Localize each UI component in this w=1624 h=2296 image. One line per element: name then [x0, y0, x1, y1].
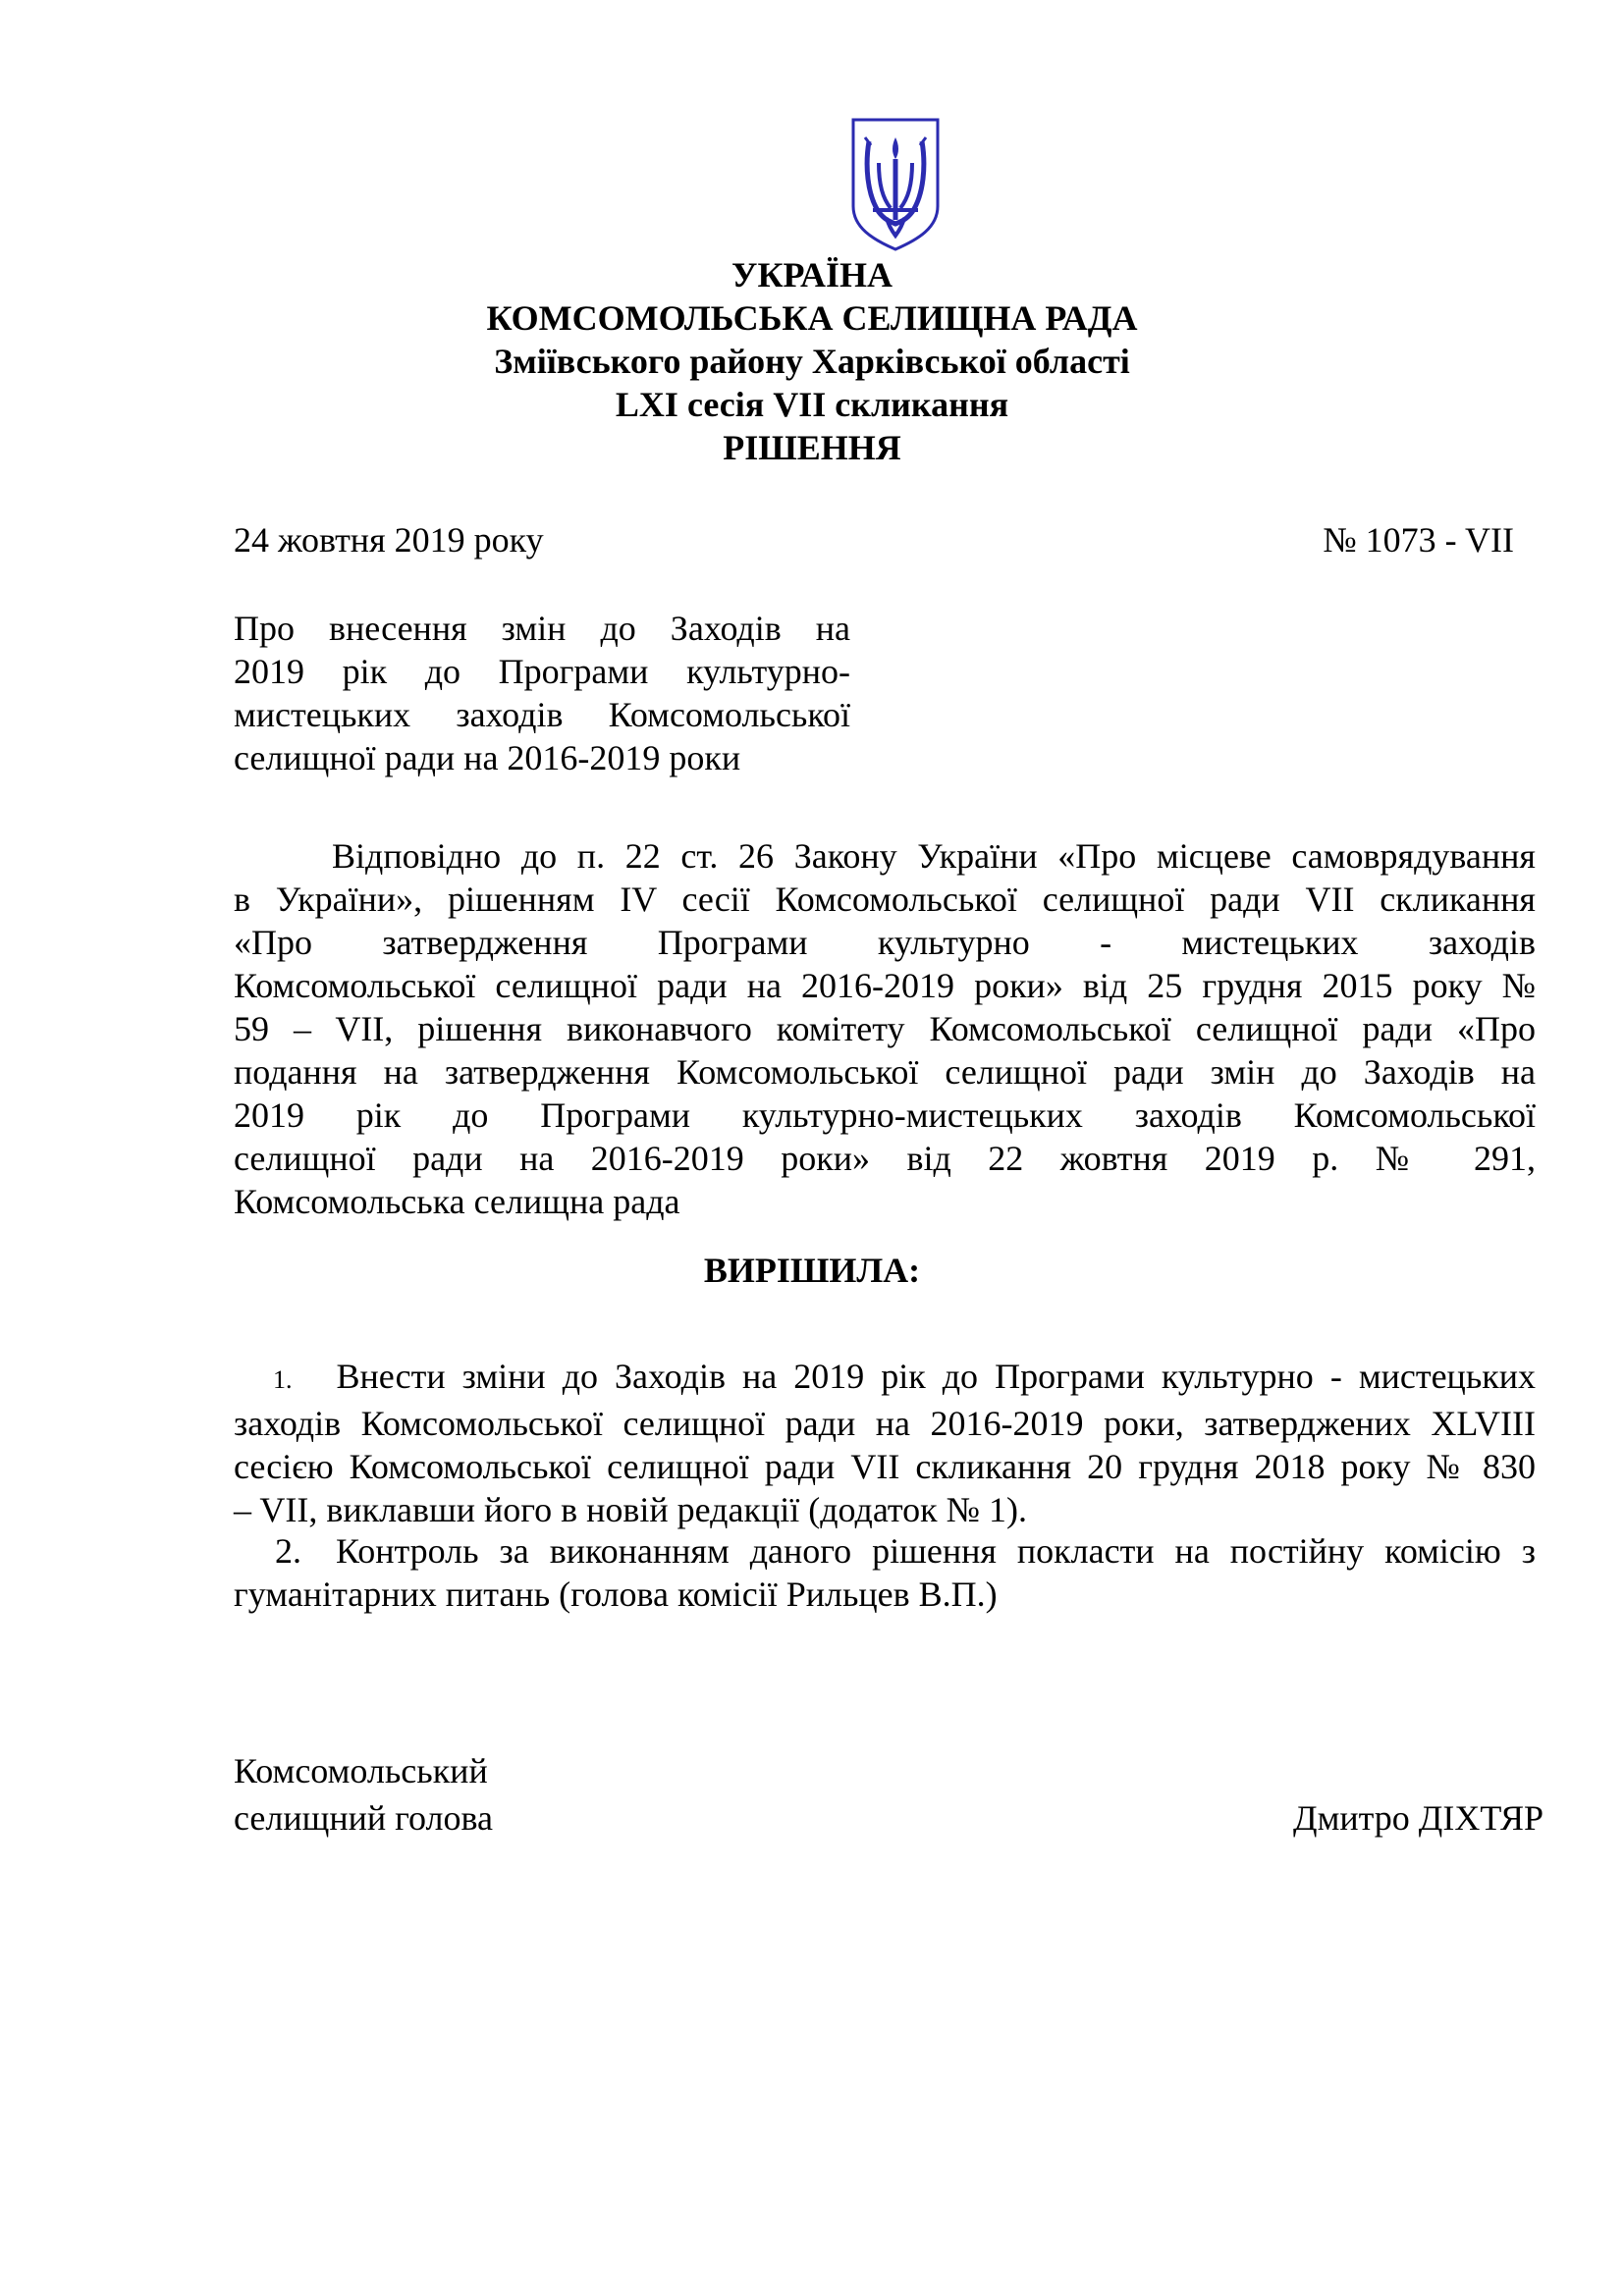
- preamble-line: 59 – VІІ, рішення виконавчого комітету Комсомольської селищної ради «Про: [234, 1009, 1536, 1048]
- district-title: Зміївського району Харківської області: [494, 342, 1130, 381]
- signature-title-line: Комсомольський: [234, 1751, 488, 1790]
- subject-line: мистецьких заходів Комсомольської: [234, 695, 850, 734]
- item-number: 1.: [273, 1365, 293, 1394]
- item-number: 2.: [275, 1531, 301, 1571]
- document-type-title: РІШЕННЯ: [723, 428, 901, 467]
- item-line: [234, 1355, 1536, 1402]
- preamble-line: селищної ради на 2016-2019 роки» від 22 жовтня 2019 р. № 291,: [234, 1139, 1536, 1178]
- decision-heading: ВИРІШИЛА:: [703, 1251, 921, 1290]
- preamble-line: 2019 рік до Програми культурно-мистецьких заходів Комсомольської: [234, 1095, 1536, 1135]
- item-line: заходів Комсомольської селищної ради на 2016-2019 роки, затверджених XLVIII: [234, 1404, 1536, 1443]
- preamble-line: в України», рішенням ІV сесії Комсомольської селищної ради VІІ скликання: [234, 880, 1536, 919]
- item-line: [234, 1529, 1536, 1573]
- document-number: № 1073 - VII: [1323, 520, 1514, 560]
- preamble-line: подання на затвердження Комсомольської селищної ради змін до Заходів на: [234, 1052, 1536, 1092]
- subject-line: Про внесення змін до Заходів на: [234, 609, 850, 648]
- coat-of-arms-icon: [849, 116, 942, 253]
- preamble-paragraph: [234, 834, 1536, 1223]
- preamble-line: Комсомольська селищна рада: [234, 1182, 680, 1221]
- document-date: 24 жовтня 2019 року: [234, 520, 544, 560]
- signatory-name: Дмитро ДІХТЯР: [1293, 1798, 1543, 1838]
- decision-subject: [234, 607, 850, 779]
- signature-title: [234, 1747, 493, 1842]
- decision-item-1: [234, 1355, 1536, 1531]
- decision-item-2: [234, 1529, 1536, 1616]
- item-line: – VII, виклавши його в новій редакції (додаток № 1).: [234, 1490, 1027, 1529]
- preamble-line: Комсомольської селищної ради на 2016-2019 роки» від 25 грудня 2015 року №: [234, 966, 1536, 1005]
- session-title: LXI сесія VII скликання: [615, 385, 1009, 424]
- preamble-line: «Про затвердження Програми культурно - мистецьких заходів: [234, 923, 1536, 962]
- council-title: КОМСОМОЛЬСЬКА СЕЛИЩНА РАДА: [486, 298, 1138, 338]
- item-text: Контроль за виконанням даного рішення покласти на постійну комісію з: [335, 1531, 1536, 1571]
- subject-line: 2019 рік до Програми культурно-: [234, 652, 850, 691]
- item-text: Внести зміни до Заходів на 2019 рік до Програми культурно - мистецьких: [336, 1357, 1536, 1396]
- document-header: [0, 253, 1624, 469]
- item-line: гуманітарних питань (голова комісії Рильцев В.П.): [234, 1575, 998, 1614]
- preamble-line: Відповідно до п. 22 ст. 26 Закону України «Про місцеве самоврядування: [332, 836, 1536, 876]
- subject-line: селищної ради на 2016-2019 роки: [234, 738, 741, 777]
- signature-title-line: селищний голова: [234, 1798, 494, 1838]
- country-title: УКРАЇНА: [731, 255, 893, 294]
- item-line: сесією Комсомольської селищної ради VII скликання 20 грудня 2018 року № 830: [234, 1447, 1536, 1486]
